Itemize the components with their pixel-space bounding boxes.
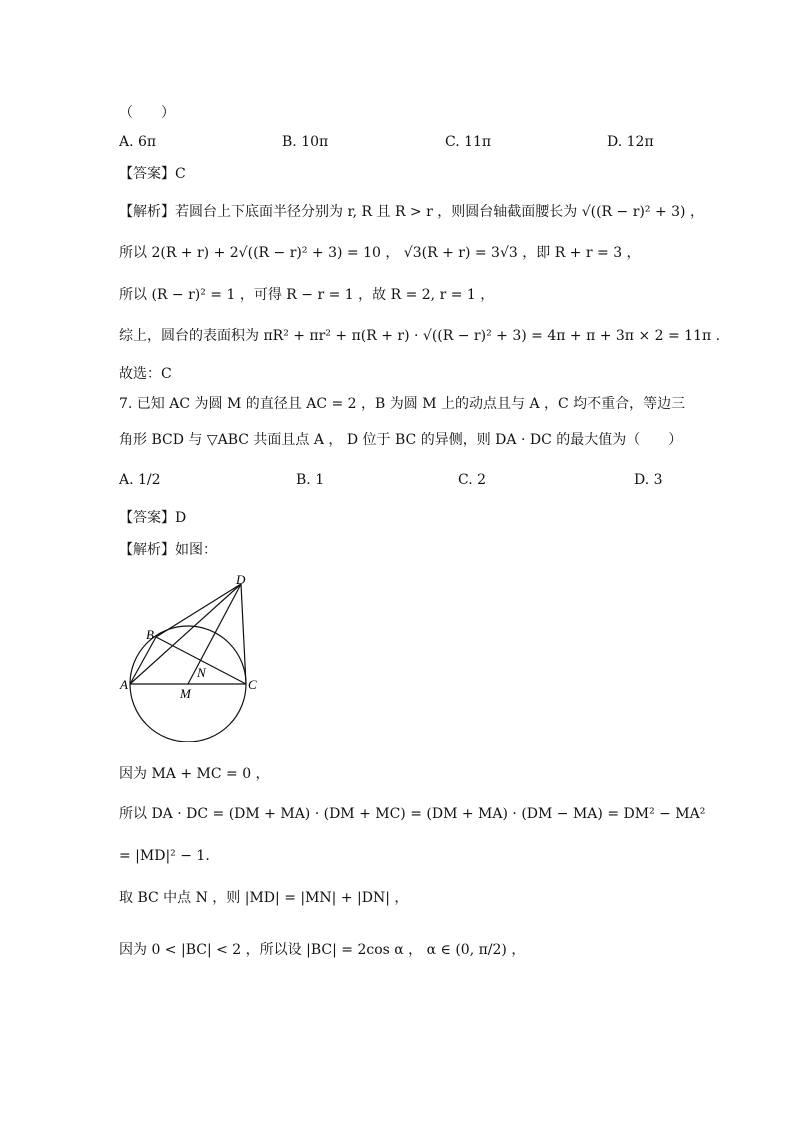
q6-option-b: B. 10π <box>282 134 329 150</box>
label-d: D <box>236 572 246 587</box>
q7-option-d: D. 3 <box>634 472 663 488</box>
label-n: N <box>197 665 206 680</box>
label-c: C <box>248 677 257 692</box>
q6-option-c: C. 11π <box>445 134 492 150</box>
segment-ab <box>130 637 156 684</box>
q6-analysis-line-2: 所以 2(R + r) + 2√((R − r)² + 3) = 10 ， √3(R + r) = 3√3 ，即 R + r = 3 ， <box>119 245 641 261</box>
q6-analysis-line-1: 【解析】若圆台上下底面半径分别为 r, R 且 R > r ，则圆台轴截面腰长为 √((R − r)² + 3) ， <box>119 204 704 220</box>
q7-option-b: B. 1 <box>296 472 325 488</box>
label-a: A <box>120 677 128 692</box>
q7-answer: 【答案】D <box>119 510 187 526</box>
segment-bd <box>156 584 241 637</box>
q7-step-3: = |MD|² − 1. <box>119 848 210 864</box>
q7-stem-line-1: 7. 已知 AC 为圆 M 的直径且 AC = 2 ，B 为圆 M 上的动点且与 A ，C 均不重合，等边三 <box>119 396 686 412</box>
q7-step-5: 因为 0 < |BC| < 2 ，所以设 |BC| = 2cos α ， α ∈ (0, π/2) ， <box>119 942 526 958</box>
geometry-figure <box>116 572 266 742</box>
q6-option-a: A. 6π <box>119 134 157 150</box>
q7-analysis-head: 【解析】如图： <box>119 542 217 558</box>
label-m: M <box>180 686 191 701</box>
segment-md <box>188 584 241 684</box>
q6-analysis-line-3: 所以 (R − r)² = 1 ，可得 R − r = 1 ，故 R = 2, r = 1 ， <box>119 287 495 303</box>
q7-stem-line-2: 角形 BCD 与 ▽ABC 共面且点 A ， D 位于 BC 的异侧，则 DA · DC 的最大值为（ ） <box>119 432 683 448</box>
q6-conclusion: 故选：C <box>119 366 172 382</box>
q6-analysis-line-4: 综上，圆台的表面积为 πR² + πr² + π(R + r) · √((R − r)² + 3) = 4π + π + 3π × 2 = 11π . <box>119 328 721 344</box>
q7-option-c: C. 2 <box>458 472 487 488</box>
q7-option-a: A. 1/2 <box>119 472 161 488</box>
q7-step-4: 取 BC 中点 N ，则 |MD| = |MN| + |DN| ， <box>119 890 409 906</box>
q6-option-d: D. 12π <box>607 134 654 150</box>
q6-answer: 【答案】C <box>119 166 186 182</box>
q6-blank: （ ） <box>119 105 175 121</box>
q7-step-1: 因为 MA + MC = 0 ， <box>119 766 270 782</box>
q7-step-2: 所以 DA · DC = (DM + MA) · (DM + MC) = (DM + MA) · (DM − MA) = DM² − MA² <box>119 806 706 822</box>
label-b: B <box>146 627 154 642</box>
